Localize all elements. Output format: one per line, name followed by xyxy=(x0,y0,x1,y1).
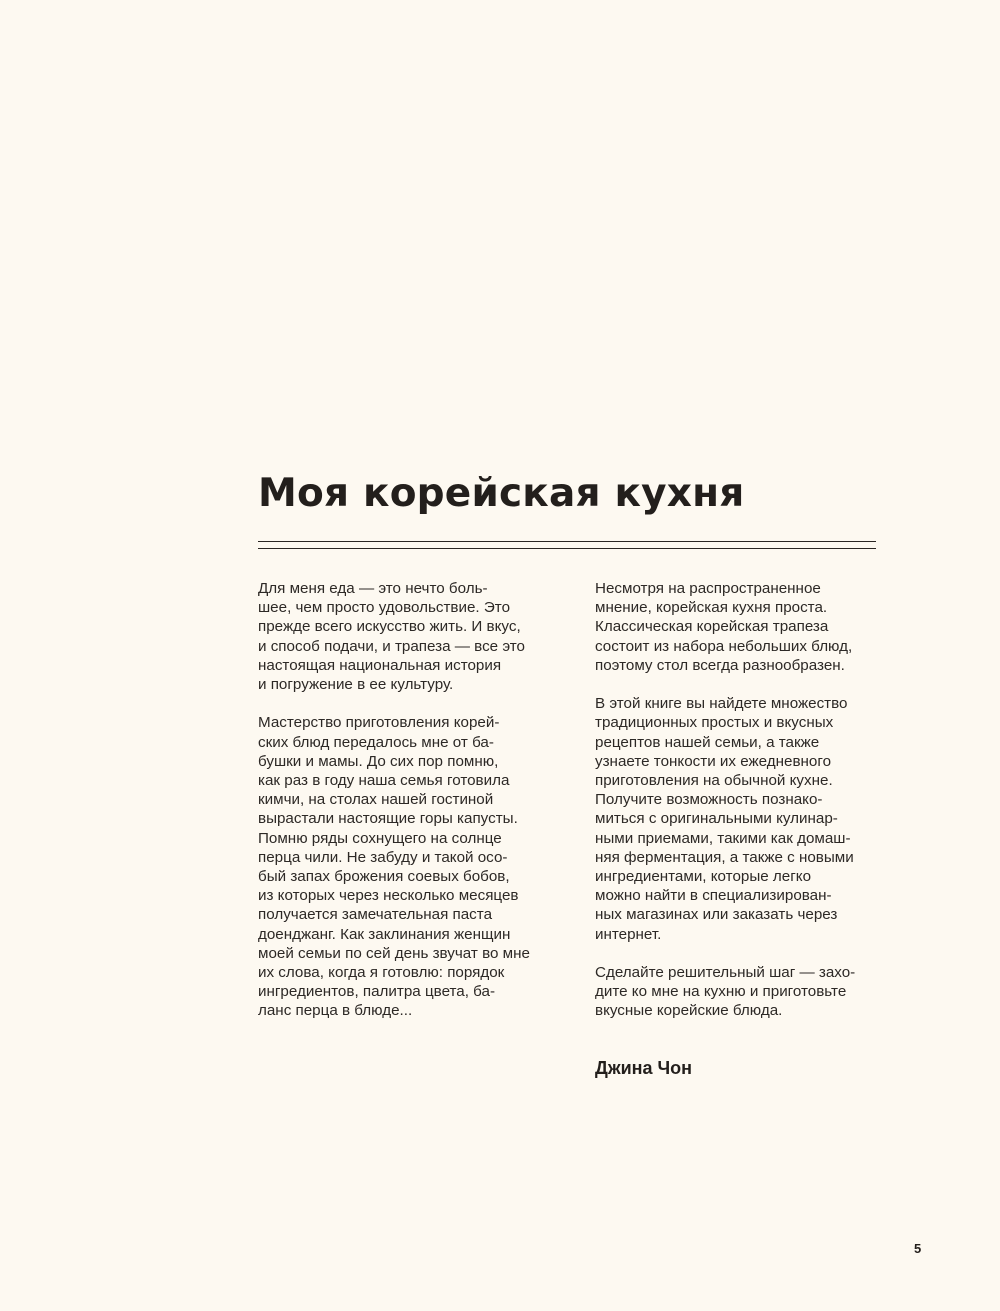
text-line: шее, чем просто удовольствие. Это xyxy=(258,599,511,617)
paragraph xyxy=(258,579,548,694)
text-line: бый запах брожения соевых бобов, xyxy=(258,868,510,886)
text-line: ланс перца в блюде... xyxy=(258,1002,413,1020)
left-column xyxy=(258,579,548,1040)
page-number: 5 xyxy=(914,1241,922,1256)
text-line: кимчи, на столах нашей гостиной xyxy=(258,791,494,809)
title-rule-bottom xyxy=(258,548,876,549)
text-line: и способ подачи, и трапеза — все это xyxy=(258,637,525,655)
text-line: можно найти в специализирован- xyxy=(595,887,832,905)
text-line: миться с оригинальными кулинар- xyxy=(595,810,838,828)
text-line: рецептов нашей семьи, а также xyxy=(595,733,820,751)
text-line: бушки и мамы. До сих пор помню, xyxy=(258,752,499,770)
text-line: ингредиентами, которые легко xyxy=(595,868,812,886)
text-line: как раз в году наша семья готовила xyxy=(258,772,510,790)
text-line: и погружение в ее культуру. xyxy=(258,676,454,694)
text-line: Получите возможность познако- xyxy=(595,791,823,809)
text-line: вырастали настоящие горы капусты. xyxy=(258,810,518,828)
text-line: приготовления на обычной кухне. xyxy=(595,772,833,790)
text-line: мнение, корейская кухня проста. xyxy=(595,599,828,617)
text-line: вкусные корейские блюда. xyxy=(595,1002,783,1020)
page-title: Моя корейская кухня xyxy=(258,471,745,516)
text-line: Несмотря на распространенное xyxy=(595,580,821,597)
text-line: ными приемами, такими как домаш- xyxy=(595,829,851,847)
text-line: из которых через несколько месяцев xyxy=(258,887,519,905)
text-line: ингредиентов, палитра цвета, ба- xyxy=(258,983,496,1001)
text-line: их слова, когда я готовлю: порядок xyxy=(258,964,505,982)
text-line: Помню ряды сохнущего на солнце xyxy=(258,829,502,847)
paragraph xyxy=(258,713,548,1020)
author-signature: Джина Чон xyxy=(595,1057,693,1078)
text-line: перца чили. Не забуду и такой осо- xyxy=(258,848,508,866)
text-line: интернет. xyxy=(595,925,662,943)
text-line: Мастерство приготовления корей- xyxy=(258,714,500,732)
text-line: состоит из набора небольших блюд, xyxy=(595,637,853,655)
paragraph xyxy=(595,694,885,944)
text-line: няя ферментация, а также с новыми xyxy=(595,848,854,866)
text-line: дите ко мне на кухню и приготовьте xyxy=(595,983,847,1001)
text-line: поэтому стол всегда разнообразен. xyxy=(595,656,845,674)
text-line: настоящая национальная история xyxy=(258,656,502,674)
text-line: Для меня еда — это нечто боль- xyxy=(258,580,488,597)
text-line: прежде всего искусство жить. И вкус, xyxy=(258,618,521,636)
text-line: ских блюд передалось мне от ба- xyxy=(258,733,494,751)
text-line: В этой книге вы найдете множество xyxy=(595,695,848,713)
title-rule-top xyxy=(258,541,876,542)
text-line: Классическая корейская трапеза xyxy=(595,618,829,636)
right-column xyxy=(595,579,885,1079)
text-line: моей семьи по сей день звучат во мне xyxy=(258,944,530,962)
text-line: традиционных простых и вкусных xyxy=(595,714,834,732)
text-line: узнаете тонкости их ежедневного xyxy=(595,752,832,770)
text-line: получается замечательная паста xyxy=(258,906,493,924)
text-line: ных магазинах или заказать через xyxy=(595,906,838,924)
text-line: доенджанг. Как заклинания женщин xyxy=(258,925,511,943)
paragraph xyxy=(595,579,885,675)
paragraph xyxy=(595,963,885,1021)
text-line: Сделайте решительный шаг — захо- xyxy=(595,964,856,982)
